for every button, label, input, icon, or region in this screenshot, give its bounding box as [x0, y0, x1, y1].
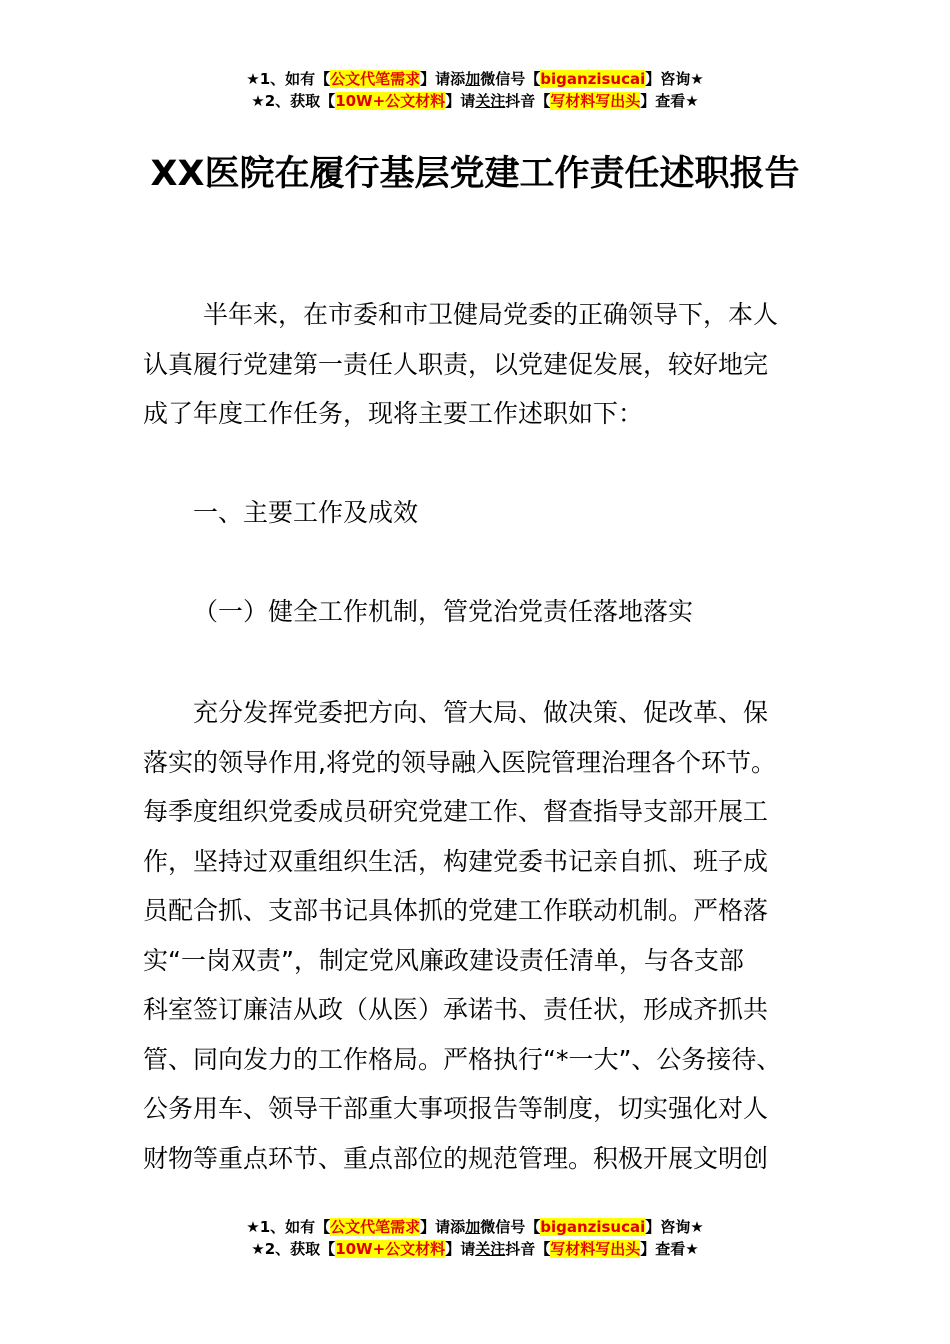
highlight-douyin: 写材料写出头 [550, 92, 641, 110]
text-line: 实“一岗双责”，制定党风廉政建设责任清单，与各支部 [143, 945, 744, 975]
text-line: 科室签订廉洁从政（从医）承诺书、责任状，形成齐抓共 [143, 995, 769, 1024]
subsection-heading: （一）健全工作机制，管党治党责任落地落实 [193, 597, 694, 626]
text-line: 认真履行党建第一责任人职责，以党建促发展，较好地完 [143, 349, 769, 379]
banner-line-2: ★2、获取【10W+公文材料】请关注抖音【写材料写出头】查看★ [251, 92, 699, 110]
banner-line-1: ★1、如有【公文代笔需求】请添加微信号【biganzisucai】咨询★ [246, 70, 704, 88]
highlight-ghostwriting: 公文代笔需求 [330, 1218, 421, 1236]
text-line: 管、同向发力的工作格局。严格执行“*一大”、公务接待、 [143, 1044, 782, 1074]
document-title: XX医院在履行基层党建工作责任述职报告 [150, 154, 800, 194]
text-line: 落实的领导作用,将党的领导融入医院管理治理各个环节。 [143, 747, 776, 777]
highlight-wechat-id: biganzisucai [540, 70, 646, 88]
text-line: 充分发挥党委把方向、管大局、做决策、促改革、保 [193, 698, 769, 727]
text-line: 半年来，在市委和市卫健局党委的正确领导下，本人 [203, 300, 779, 329]
text-line: 每季度组织党委成员研究党建工作、督查指导支部开展工 [143, 797, 769, 826]
highlight-ghostwriting: 公文代笔需求 [330, 70, 421, 88]
highlight-materials: 10W+公文材料 [335, 92, 446, 110]
section-heading: 一、主要工作及成效 [193, 498, 419, 527]
text-line: 成了年度工作任务，现将主要工作述职如下： [143, 399, 644, 428]
text-line: 员配合抓、支部书记具体抓的党建工作联动机制。严格落 [143, 896, 769, 925]
intro-paragraph [143, 290, 823, 439]
text-line: 财物等重点环节、重点部位的规范管理。积极开展文明创 [143, 1143, 769, 1173]
top-banner [0, 68, 950, 112]
text-line: 公务用车、领导干部重大事项报告等制度，切实强化对人 [143, 1094, 769, 1123]
body-paragraph [143, 688, 823, 1183]
highlight-douyin: 写材料写出头 [550, 1240, 641, 1258]
banner-line-2: ★2、获取【10W+公文材料】请关注抖音【写材料写出头】查看★ [251, 1240, 699, 1258]
banner-line-1: ★1、如有【公文代笔需求】请添加微信号【biganzisucai】咨询★ [246, 1218, 704, 1236]
text-line: 作，坚持过双重组织生活，构建党委书记亲自抓、班子成 [143, 846, 769, 876]
highlight-materials: 10W+公文材料 [335, 1240, 446, 1258]
bottom-banner [0, 1216, 950, 1260]
highlight-wechat-id: biganzisucai [540, 1218, 646, 1236]
